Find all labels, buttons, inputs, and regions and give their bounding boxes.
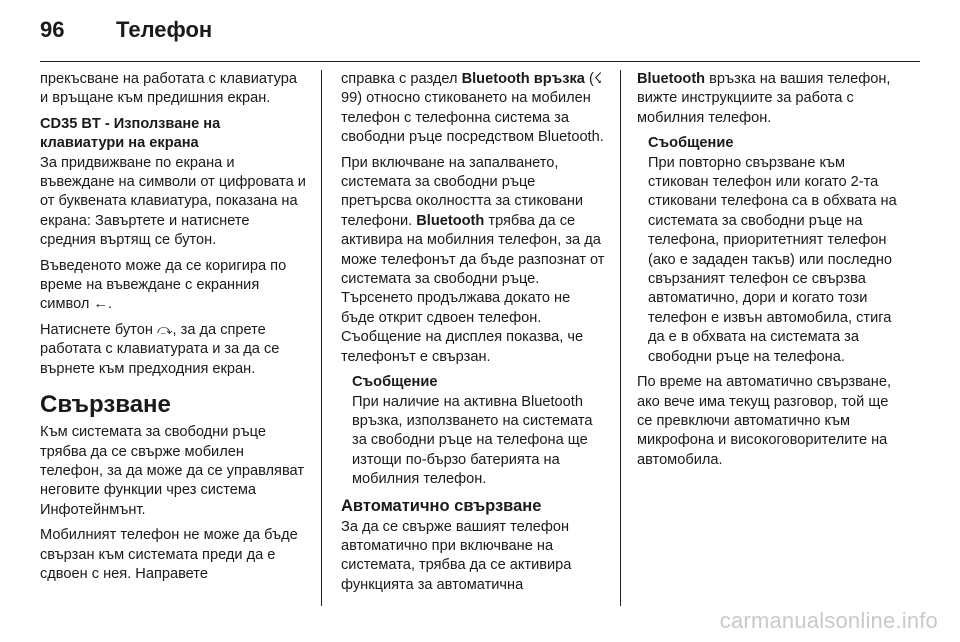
paragraph: Към системата за свободни ръце трябва да се свърже мобилен телефон, за да може да се управляват неговите функции чрез система Инфотейнмънт.: [40, 424, 305, 518]
note-label: Съобщение: [648, 135, 734, 152]
paragraph: По време на автоматично свързване, ако вече има текущ разговор, той ще се превключи автоматично към микрофона и високоговорителите на автомобила.: [637, 374, 892, 468]
paragraph: прекъсване на работата с клавиатура и връщане към предишния екран.: [40, 71, 297, 107]
column-2: [341, 70, 607, 601]
note-text: При повторно свързване към стикован телефон или когато 2-та стиковани телефона са в обхвата на системата за свободни ръце на телефона, приоритетният телефон (ако е зададен такъв) или последно свързаният телефон се свързва автоматично, дори и когато този телефон е извън автомобила, стига да е в обхвата на системата за свободни ръце на телефона.: [648, 154, 897, 365]
back-icon: ⤼: [156, 321, 173, 338]
page-reference-icon: ☇: [593, 71, 603, 87]
paragraph: Bluetooth връзка на вашия телефон, вижте инструкциите за работа с мобилния телефон.: [637, 71, 891, 126]
note-label: Съобщение: [352, 374, 438, 391]
note-text: При наличие на активна Bluetooth връзка, използването на системата за свободни ръце на телефона ще изтощи по-бързо батерията на мобилния телефон.: [352, 393, 593, 488]
note-reconnect: [637, 134, 903, 367]
page-title: Телефон: [116, 17, 213, 42]
column-divider-1: [321, 70, 322, 606]
page-number: 96: [40, 17, 65, 42]
link-bluetooth-section: Bluetooth връзка: [461, 71, 585, 87]
paragraph: Мобилният телефон не може да бъде свързан към системата преди да е сдвоен с нея. Направете: [40, 527, 298, 582]
paragraph: Въведеното може да се коригира по време на въвеждане с екранния символ ←.: [40, 257, 287, 313]
paragraph: За да се свърже вашият телефон автоматично при включване на системата, трябва да се активира функцията за автоматична: [341, 518, 572, 593]
heading-auto-connect: Автоматично свързване: [341, 496, 542, 515]
column-1: [40, 70, 306, 590]
note-battery: [341, 373, 607, 489]
heading-connection: Свързване: [40, 391, 171, 419]
page-header: [40, 10, 212, 50]
header-divider: [40, 61, 920, 62]
column-3: [637, 70, 903, 476]
paragraph: При включване на запалването, системата за свободни ръце претърсва околността за стиковани телефони. Bluetooth трябва да се активира на мобилния телефон, за да може телефонът да бъде разпознат от системата за свободни ръце. Търсенето продължава докато не бъде открит сдвоен телефон. Съобщение на дисплея показва, че телефонът е свързан.: [341, 154, 605, 365]
section-heading-keyboard: CD35 BT - Използване на клавиатури на екрана: [40, 115, 221, 152]
column-divider-2: [620, 70, 621, 606]
watermark: carmanualsonline.info: [719, 608, 938, 633]
paragraph: Натиснете бутон ⤼, за да спрете работата с клавиатурата и за да се върнете към предходния екран.: [40, 321, 280, 377]
paragraph: справка с раздел Bluetooth връзка (☇ 99) относно стиковането на мобилен телефон с телефонна система за свободни ръце посредством Bluetooth.: [341, 71, 604, 146]
paragraph: За придвижване по екрана и въвеждане на символи от цифровата и от буквената клавиатура, показана на екрана: Завъртете и натиснете средния въртящ се бутон.: [40, 154, 306, 249]
